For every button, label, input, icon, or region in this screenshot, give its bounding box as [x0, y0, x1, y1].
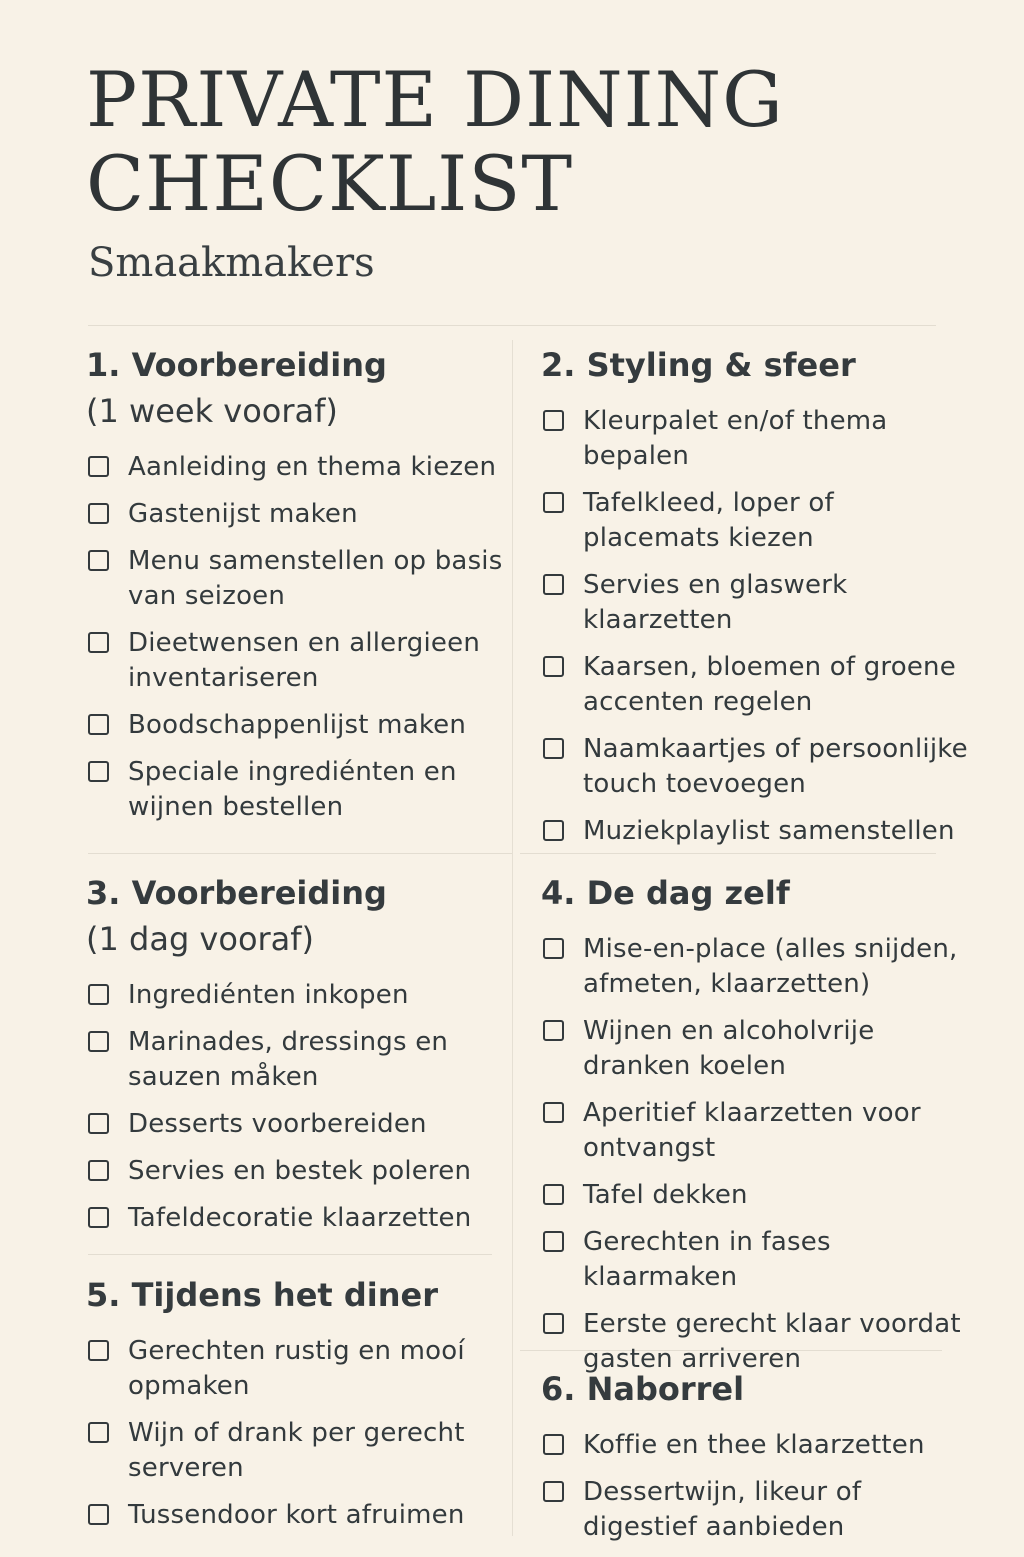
checklist-item[interactable]: [541, 1178, 979, 1213]
section-naborrel: [541, 1366, 971, 1557]
checklist-item-label: Menu samenstellen op basis van seizoen: [128, 546, 503, 611]
checklist-item[interactable]: [541, 814, 971, 849]
checklist-item[interactable]: [541, 568, 971, 638]
checklist-item[interactable]: [86, 1025, 516, 1095]
checklist-item-label: Aperitief klaarzetten voor ontvangst: [583, 1098, 921, 1163]
checklist-item-label: Muziekplaylist samenstellen: [583, 816, 955, 846]
checkbox[interactable]: [543, 656, 564, 677]
checklist-item-label: Kleurpalet en/of thema bepalen: [583, 406, 888, 471]
checklist-item-label: Aanleiding en thema kiezen: [128, 452, 497, 482]
checkbox[interactable]: [88, 550, 109, 571]
section-title-main: 4. De dag zelf: [541, 874, 790, 912]
checklist-item[interactable]: [86, 1334, 516, 1404]
checkbox[interactable]: [88, 1340, 109, 1361]
section-title-main: 2. Styling & sfeer: [541, 346, 856, 384]
checkbox[interactable]: [88, 503, 109, 524]
checklist-item-label: Speciale ingrediénten en wijnen bestellen: [128, 757, 457, 822]
checklist: [86, 450, 516, 825]
checklist-item[interactable]: [541, 1225, 979, 1295]
checkbox[interactable]: [543, 1020, 564, 1041]
checklist-item-label: Naamkaartjes of persoonlijke touch toevoegen: [583, 734, 968, 799]
checklist-item-label: Marinades, dressings en sauzen måken: [128, 1027, 449, 1092]
section-title: [541, 870, 979, 916]
checklist-item-label: Tafelkleed, loper of placemats kiezen: [583, 488, 834, 553]
section-title-main: 3. Voorbereiding: [86, 874, 387, 912]
checklist-item[interactable]: [541, 1014, 979, 1084]
checkbox[interactable]: [88, 1504, 109, 1525]
section-title: [541, 342, 971, 388]
checklist-item[interactable]: [86, 1498, 516, 1533]
title-line-2: CHECKLIST: [86, 139, 574, 228]
checkbox[interactable]: [88, 1207, 109, 1228]
checklist-item-label: Dessertwijn, likeur of digestief aanbieden: [583, 1477, 862, 1542]
section-voorbereiding-dag: [86, 870, 516, 1248]
section-title-sub: (1 dag vooraf): [86, 920, 315, 958]
section-title: [86, 342, 516, 434]
section-title: [86, 1272, 516, 1318]
checklist-item[interactable]: [541, 732, 971, 802]
checklist-item[interactable]: [86, 497, 516, 532]
section-title-main: 5. Tijdens het diner: [86, 1276, 438, 1314]
section-styling-sfeer: [541, 342, 971, 861]
checklist-item-label: Servies en glaswerk klaarzetten: [583, 570, 848, 635]
checklist-item[interactable]: [86, 755, 516, 825]
checklist-item-label: Gerechten rustig en mooí opmaken: [128, 1336, 465, 1401]
checkbox[interactable]: [88, 1160, 109, 1181]
checklist-item-label: Dieetwensen en allergieen inventariseren: [128, 628, 481, 693]
checklist-item[interactable]: [86, 1107, 516, 1142]
checkbox[interactable]: [88, 456, 109, 477]
checklist-item[interactable]: [541, 1475, 971, 1545]
page-title: [86, 55, 966, 228]
checklist-item[interactable]: [541, 486, 971, 556]
checklist-item[interactable]: [86, 450, 516, 485]
checklist: [541, 1428, 971, 1545]
checklist-item[interactable]: [541, 1096, 979, 1166]
checklist-item-label: Tafel dekken: [583, 1180, 748, 1210]
checklist-item[interactable]: [86, 544, 516, 614]
checklist-item-label: Gastenijst maken: [128, 499, 358, 529]
checklist-item[interactable]: [86, 1201, 516, 1236]
checkbox[interactable]: [543, 1102, 564, 1123]
checkbox[interactable]: [543, 1184, 564, 1205]
checklist-item-label: Servies en bestek poleren: [128, 1156, 472, 1186]
checkbox[interactable]: [543, 410, 564, 431]
section-title-main: 6. Naborrel: [541, 1370, 745, 1408]
checklist-item[interactable]: [541, 404, 971, 474]
divider-section-1: [88, 853, 512, 854]
section-title-sub: (1 week vooraf): [86, 392, 338, 430]
checklist-item-label: Boodschappenlijst maken: [128, 710, 467, 740]
checklist-item-label: Kaarsen, bloemen of groene accenten regelen: [583, 652, 956, 717]
checklist-item[interactable]: [541, 1428, 971, 1463]
checklist-item[interactable]: [86, 626, 516, 696]
checklist-item-label: Ingrediénten inkopen: [128, 980, 409, 1010]
page-subtitle: Smaakmakers: [88, 240, 375, 286]
checkbox[interactable]: [88, 761, 109, 782]
checkbox[interactable]: [543, 1231, 564, 1252]
checklist-item[interactable]: [86, 978, 516, 1013]
checkbox[interactable]: [88, 1031, 109, 1052]
section-title: [86, 870, 516, 962]
checklist-item-label: Wijnen en alcoholvrije dranken koelen: [583, 1016, 875, 1081]
checklist-item[interactable]: [541, 650, 971, 720]
checklist: [86, 1334, 516, 1533]
checklist-item-label: Koffie en thee klaarzetten: [583, 1430, 925, 1460]
checkbox[interactable]: [543, 1434, 564, 1455]
section-de-dag-zelf: [541, 870, 979, 1389]
checkbox[interactable]: [543, 1313, 564, 1334]
checkbox[interactable]: [543, 492, 564, 513]
checkbox[interactable]: [88, 714, 109, 735]
checklist-item-label: Tussendoor kort afruimen: [128, 1500, 465, 1530]
checkbox[interactable]: [543, 938, 564, 959]
checklist-item[interactable]: [86, 708, 516, 743]
checklist-item-label: Mise-en-place (alles snijden, afmeten, klaarzetten): [583, 934, 958, 999]
divider-section-3: [88, 1254, 492, 1255]
section-title-main: 1. Voorbereiding: [86, 346, 387, 384]
checklist-item-label: Gerechten in fases klaarmaken: [583, 1227, 831, 1292]
checklist-item-label: Tafeldecoratie klaarzetten: [128, 1203, 472, 1233]
header-divider: [88, 325, 936, 326]
checkbox[interactable]: [88, 1422, 109, 1443]
section-title: [541, 1366, 971, 1412]
title-line-1: PRIVATE DINING: [86, 55, 784, 144]
checklist-item[interactable]: [541, 932, 979, 1002]
checklist-item-label: Wijn of drank per gerecht serveren: [128, 1418, 465, 1483]
checkbox[interactable]: [543, 820, 564, 841]
checklist-item-label: Eerste gerecht klaar voordat gasten arriveren: [583, 1309, 961, 1374]
checkbox[interactable]: [88, 1113, 109, 1134]
section-voorbereiding-week: [86, 342, 516, 837]
section-tijdens-het-diner: [86, 1272, 516, 1545]
checkbox[interactable]: [543, 1481, 564, 1502]
checkbox[interactable]: [543, 738, 564, 759]
checkbox[interactable]: [543, 574, 564, 595]
checklist-item[interactable]: [86, 1416, 516, 1486]
checklist-item-label: Desserts voorbereiden: [128, 1109, 427, 1139]
checklist: [86, 978, 516, 1236]
checkbox[interactable]: [88, 984, 109, 1005]
checklist: [541, 404, 971, 849]
checklist-item[interactable]: [86, 1154, 516, 1189]
checklist: [541, 932, 979, 1377]
checkbox[interactable]: [88, 632, 109, 653]
